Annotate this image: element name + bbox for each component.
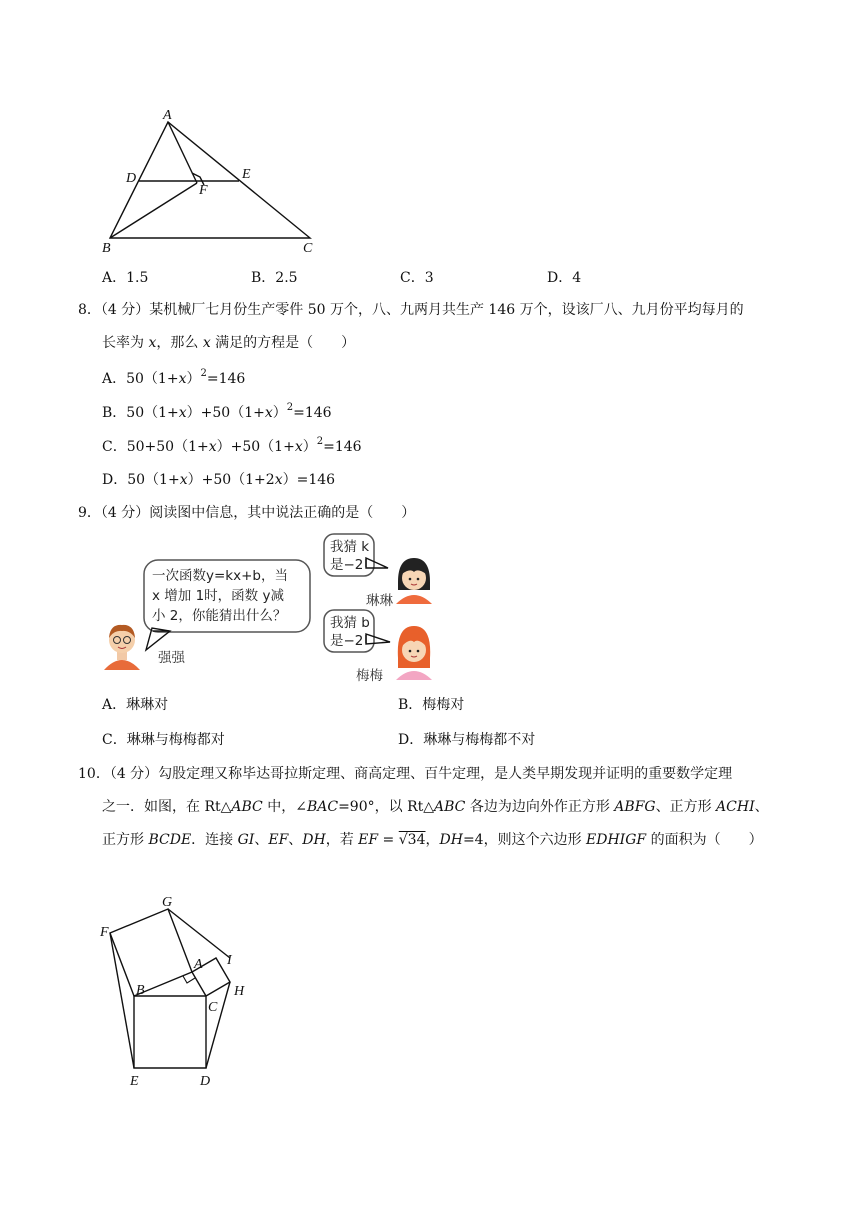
q10-stem-line1: 10．（4 分）勾股定理又称毕达哥拉斯定理、商高定理、百牛定理，是人类早期发现并证明的重要数学定理	[78, 766, 733, 782]
label-b: B	[102, 241, 111, 256]
label-d: D	[126, 171, 137, 186]
q9-option-d: D．琳琳与梅梅都不对	[398, 732, 536, 748]
q8-option-b: B．$50(1+x)+50(1+x)^2=146$	[102, 402, 332, 421]
segment-dh	[206, 982, 230, 1068]
q8-option-c: C．$50+50(1+x)+50(1+x)^2=146$	[102, 436, 362, 455]
q9-option-b: B．梅梅对	[398, 697, 465, 713]
main-bubble-line2: x 增加 1时，函数 y减	[152, 588, 284, 604]
main-bubble-line1: 一次函数y=kx+b，当	[152, 568, 288, 584]
q10-pythagorean-figure	[96, 892, 266, 1092]
q9-option-a: A．琳琳对	[102, 697, 169, 713]
label-g: G	[162, 895, 173, 910]
square-abfg	[110, 909, 192, 996]
q7-option-b: B．2.5	[251, 270, 298, 286]
label-a: A	[194, 957, 203, 972]
q7-option-c: C．3	[400, 270, 434, 286]
label-f: F	[199, 183, 208, 198]
q8-stem-line1: 8．（4 分）某机械厂七月份生产零件 50 万个，八、九两月共生产 146 万个，设该厂八、九月份平均每月的	[78, 302, 744, 318]
meimei-bubble-line2: 是−2	[330, 633, 364, 649]
triangle-abc	[110, 122, 310, 238]
label-i: I	[227, 953, 232, 968]
segment-ef	[110, 933, 134, 1068]
q10-stem-line2: 之一．如图，在 Rt△ABC 中，∠BAC=90°，以 Rt△ABC 各边为边向外作正方形 ABFG、正方形 ACHI、	[102, 799, 769, 815]
label-h: H	[234, 984, 245, 999]
square-bcde	[134, 996, 206, 1068]
q9-option-c: C．琳琳与梅梅都对	[102, 732, 225, 748]
label-a: A	[163, 108, 172, 123]
linlin-avatar	[396, 558, 432, 604]
sqrt-34: √34	[398, 832, 426, 848]
main-bubble-line3: 小 2，你能猜出什么？	[152, 608, 287, 624]
label-d: D	[200, 1074, 211, 1089]
q7-option-d: D．4	[547, 270, 582, 286]
name-qiangqiang: 强强	[158, 650, 185, 666]
q10-stem-line3: 正方形 BCDE．连接 GI、EF、DH，若 EF = √34，DH=4，则这个六边形 EDHIGF 的面积为（ ）	[102, 832, 763, 848]
label-c: C	[303, 241, 313, 256]
q8-option-a: A．$50(1+x)^2=146$	[102, 368, 246, 387]
label-c: C	[208, 1000, 218, 1015]
q8-stem-line2: 长率为 x，那么 x 满足的方程是（ ）	[102, 335, 356, 351]
label-e: E	[130, 1074, 139, 1089]
name-meimei: 梅梅	[356, 668, 383, 684]
q8-option-d: D．50（1+x）+50（1+2x）=146	[102, 472, 336, 488]
meimei-avatar	[396, 626, 432, 680]
linlin-bubble-line2: 是−2	[330, 557, 364, 573]
q9-stem: 9．（4 分）阅读图中信息，其中说法正确的是（ ）	[78, 505, 416, 521]
label-b: B	[136, 983, 145, 998]
label-e: E	[242, 167, 251, 182]
q7-triangle-figure	[96, 104, 336, 256]
qiangqiang-avatar	[104, 625, 140, 670]
right-angle-mark-a	[183, 976, 195, 983]
q9-dialogue-image	[100, 528, 450, 688]
label-f: F	[100, 925, 109, 940]
linlin-bubble-line1: 我猜 k	[330, 539, 370, 555]
name-linlin: 琳琳	[366, 593, 393, 609]
meimei-bubble-line1: 我猜 b	[330, 615, 370, 631]
q7-option-a: A．1.5	[102, 270, 149, 286]
